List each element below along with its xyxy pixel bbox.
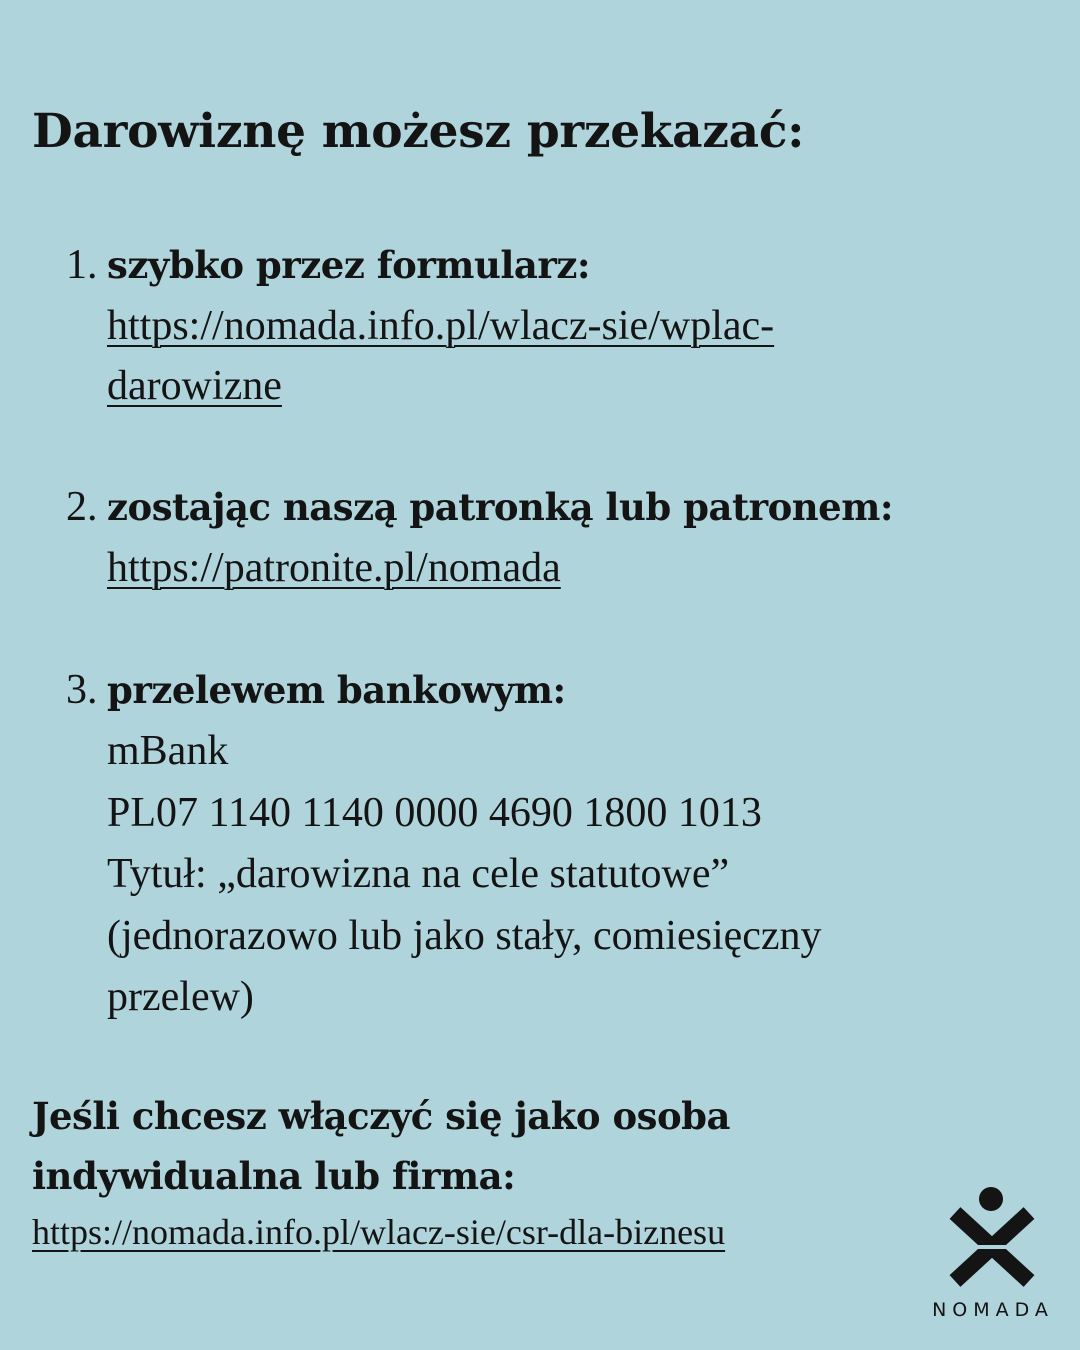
list-number: 1.	[66, 242, 98, 288]
bank-name: mBank	[107, 728, 229, 774]
transfer-title: Tytuł: „darowizna na cele statutowe”	[107, 851, 730, 897]
nomada-logo	[918, 1185, 1068, 1325]
cta-line: indywidualna lub firma:	[32, 1154, 516, 1198]
page-title: Darowiznę możesz przekazać:	[32, 104, 805, 159]
list-number: 2.	[66, 484, 98, 530]
transfer-note: przelew)	[107, 974, 254, 1020]
csr-business-link[interactable]: https://nomada.info.pl/wlacz-sie/csr-dla-biznesu	[32, 1212, 726, 1252]
method-body	[107, 235, 1027, 416]
link-text-part: https://nomada.info.pl/wlacz-sie/wplac-	[107, 303, 775, 349]
list-number: 3.	[66, 667, 98, 713]
method-title: szybko przez formularz:	[107, 243, 591, 287]
cta-line: Jeśli chcesz włączyć się jako osoba	[32, 1094, 731, 1138]
business-cta	[32, 1086, 730, 1206]
patronite-link[interactable]: https://patronite.pl/nomada	[107, 545, 561, 591]
method-title: zostając naszą patronką lub patronem:	[107, 485, 893, 529]
logo-wordmark: NOMADA	[932, 1299, 1054, 1321]
transfer-note: (jednorazowo lub jako stały, comiesięczny	[107, 912, 822, 959]
nomada-figure-icon	[943, 1185, 1043, 1289]
link-text-part: darowizne	[107, 363, 282, 409]
bank-account-number: PL07 1140 1140 0000 4690 1800 1013	[107, 789, 762, 836]
donation-form-link[interactable]	[107, 296, 1027, 416]
method-body	[107, 660, 1027, 1029]
method-body	[107, 477, 1027, 598]
method-title: przelewem bankowym:	[107, 668, 566, 712]
